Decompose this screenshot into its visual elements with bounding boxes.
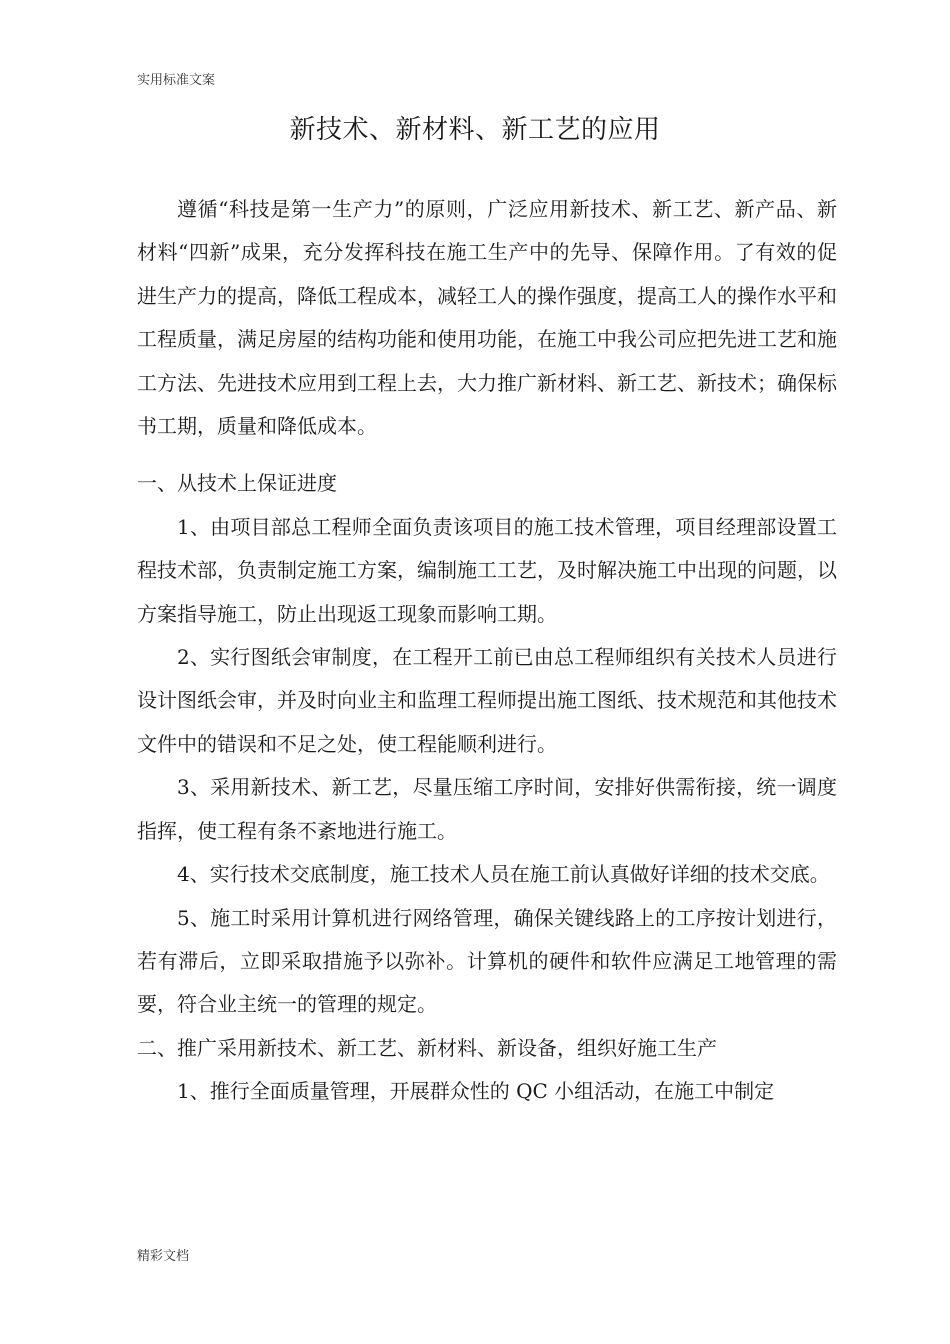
document-body <box>137 188 837 1114</box>
section1-item-3: 3、采用新技术、新工艺，尽量压缩工序时间，安排好供需衔接，统一调度指挥，使工程有条不紊地进行施工。 <box>137 775 837 843</box>
section1-item-1: 1、由项目部总工程师全面负责该项目的施工技术管理，项目经理部设置工程技术部，负责制定施工方案，编制施工工艺，及时解决施工中出现的问题，以方案指导施工，防止出现返工现象而影响工期。 <box>137 514 837 626</box>
section2-heading: 二、推广采用新技术、新工艺、新材料、新设备，组织好施工生产 <box>137 1035 717 1060</box>
intro-paragraph: 遵循“科技是第一生产力”的原则，广泛应用新技术、新工艺、新产品、新材料“四新”成果，充分发挥科技在施工生产中的先导、保障作用。了有效的促进生产力的提高，降低工程成本，减轻工人的操作强度，提高工人的操作水平和工程质量，满足房屋的结构功能和使用功能，在施工中我公司应把先进工艺和施工方法、先进技术应用到工程上去，大力推广新材料、新工艺、新技术；确保标书工期，质量和降低成本。 <box>137 197 837 439</box>
page-header-label: 实用标准文案 <box>137 73 216 88</box>
section2-item-1: 1、推行全面质量管理，开展群众性的 QC 小组活动，在施工中制定 <box>177 1079 775 1104</box>
section1-item-2: 2、实行图纸会审制度，在工程开工前已由总工程师组织有关技术人员进行设计图纸会审，并及时向业主和监理工程师提出施工图纸、技术规范和其他技术文件中的错误和不足之处，使工程能顺利进行。 <box>137 645 837 756</box>
page-footer-label: 精彩文档 <box>137 1249 190 1264</box>
section1-item-4: 4、实行技术交底制度，施工技术人员在施工前认真做好详细的技术交底。 <box>177 862 830 887</box>
section1-item-5: 5、施工时采用计算机进行网络管理，确保关键线路上的工序按计划进行，若有滞后，立即采取措施予以弥补。计算机的硬件和软件应满足工地管理的需要，符合业主统一的管理的规定。 <box>137 905 837 1017</box>
section1-heading: 一、从技术上保证进度 <box>137 471 337 496</box>
document-title: 新技术、新材料、新工艺的应用 <box>289 115 661 145</box>
